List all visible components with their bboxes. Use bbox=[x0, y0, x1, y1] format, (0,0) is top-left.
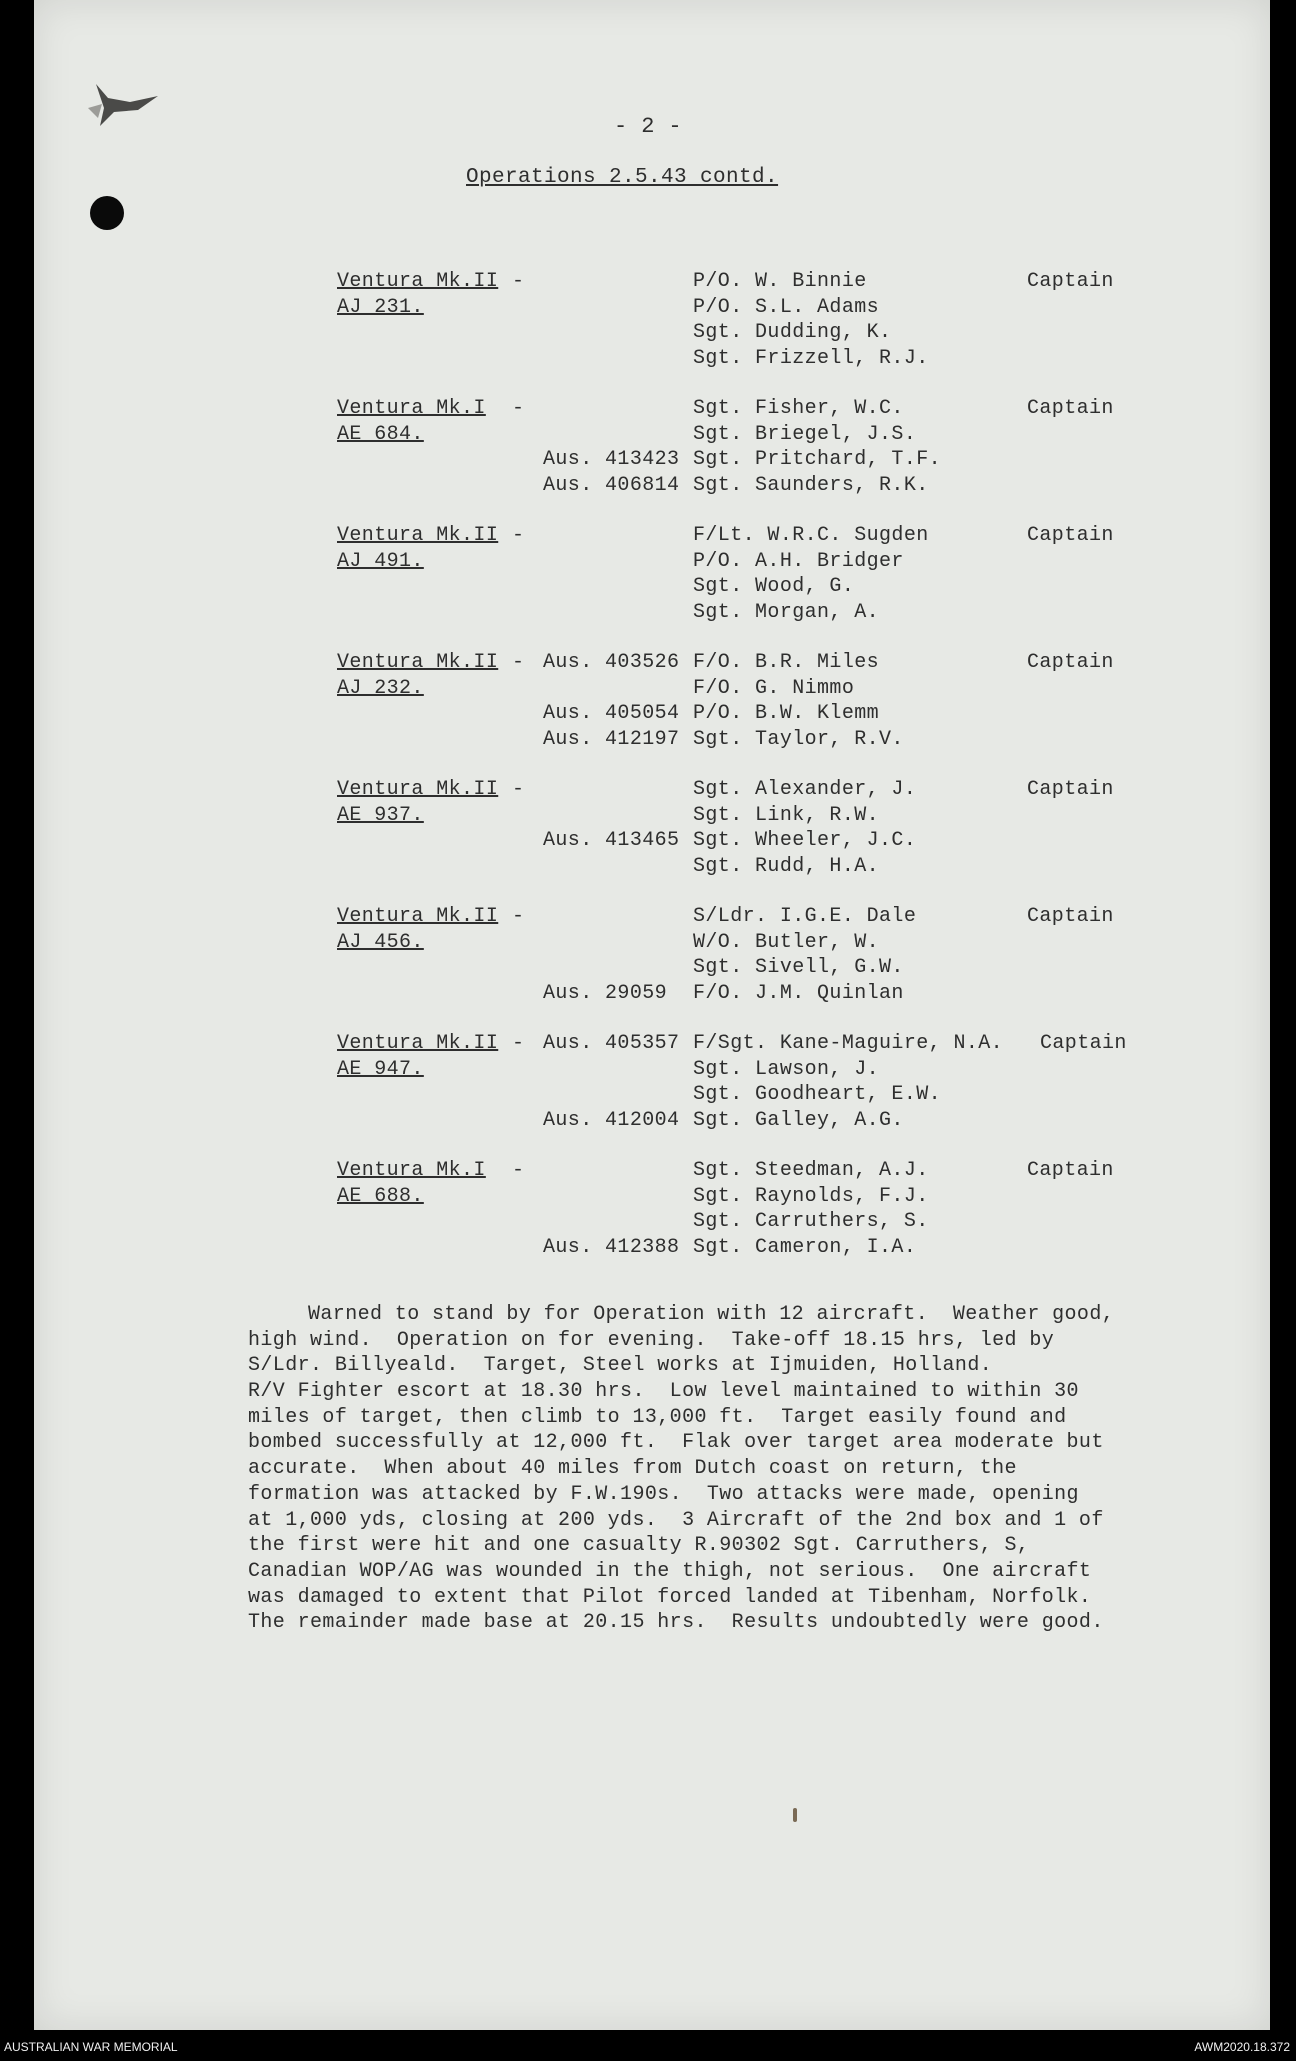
aircraft-serial: AE 947. bbox=[337, 1057, 424, 1081]
crew-name: Sgt. Sivell, G.W. bbox=[693, 956, 904, 979]
entry-dash: - bbox=[512, 1159, 525, 1182]
crew-name: Sgt. Morgan, A. bbox=[693, 600, 880, 624]
crew-name: Sgt. Steedman, A.J. bbox=[693, 1159, 929, 1182]
aircraft-type: Ventura Mk.II bbox=[337, 524, 499, 547]
aircraft-type: Ventura Mk.II bbox=[337, 270, 499, 293]
crew-name: Sgt. Raynolds, F.J. bbox=[693, 1184, 929, 1208]
crew-role: Captain bbox=[1040, 1032, 1127, 1055]
narrative-line: Warned to stand by for Operation with 12 aircraft. Weather good, bbox=[308, 1303, 1115, 1326]
crew-role: Captain bbox=[1027, 270, 1114, 293]
aircraft-type: Ventura Mk.I bbox=[337, 397, 486, 420]
crew-name: Sgt. Link, R.W. bbox=[693, 803, 880, 827]
crew-name: F/O. J.M. Quinlan bbox=[693, 981, 904, 1005]
crew-line bbox=[0, 1210, 1296, 1236]
crew-line bbox=[0, 575, 1296, 601]
page-number: - 2 - bbox=[613, 114, 682, 139]
crew-name: Sgt. Briegel, J.S. bbox=[693, 422, 917, 446]
crew-name: F/Sgt. Kane-Maguire, N.A. bbox=[693, 1032, 1004, 1055]
narrative-line: R/V Fighter escort at 18.30 hrs. Low level maintained to within 30 bbox=[248, 1380, 1079, 1404]
crew-line bbox=[0, 448, 1296, 474]
crew-line bbox=[0, 1236, 1296, 1262]
crew-name: F/O. G. Nimmo bbox=[693, 676, 855, 700]
aircraft-serial: AJ 231. bbox=[337, 295, 424, 319]
crew-name: P/O. B.W. Klemm bbox=[693, 702, 880, 725]
aircraft-type: Ventura Mk.II bbox=[337, 905, 499, 928]
crew-name: S/Ldr. I.G.E. Dale bbox=[693, 905, 917, 928]
narrative-line: S/Ldr. Billyeald. Target, Steel works at Ijmuiden, Holland. bbox=[248, 1354, 993, 1378]
narrative-line: miles of target, then climb to 13,000 ft. Target easily found and bbox=[248, 1405, 1067, 1429]
service-number: Aus. 412388 bbox=[543, 1235, 680, 1259]
entry-dash: - bbox=[512, 524, 525, 547]
crew-name: Sgt. Dudding, K. bbox=[693, 321, 892, 344]
aircraft-type: Ventura Mk.II bbox=[337, 651, 499, 674]
aircraft-type: Ventura Mk.II bbox=[337, 1032, 499, 1055]
crew-role: Captain bbox=[1027, 778, 1114, 801]
narrative-line: Canadian WOP/AG was wounded in the thigh, not serious. One aircraft bbox=[248, 1559, 1092, 1583]
footer-reference: AWM2020.18.372 bbox=[1194, 2040, 1290, 2054]
crew-name: P/O. S.L. Adams bbox=[693, 295, 880, 319]
entry-dash: - bbox=[512, 905, 525, 928]
crew-line bbox=[0, 524, 1296, 550]
crew-line bbox=[0, 1159, 1296, 1185]
aircraft-serial: AJ 456. bbox=[337, 930, 424, 954]
crew-line bbox=[0, 1032, 1296, 1058]
crew-name: Sgt. Saunders, R.K. bbox=[693, 473, 929, 497]
entry-dash: - bbox=[512, 1032, 525, 1055]
crew-line bbox=[0, 550, 1296, 576]
service-number: Aus. 405054 bbox=[543, 702, 680, 725]
crew-line bbox=[0, 778, 1296, 804]
crew-line bbox=[0, 931, 1296, 957]
aircraft-serial: AE 688. bbox=[337, 1184, 424, 1208]
service-number: Aus. 405357 bbox=[543, 1032, 680, 1055]
crew-name: P/O. A.H. Bridger bbox=[693, 549, 904, 573]
crew-name: Sgt. Galley, A.G. bbox=[693, 1108, 904, 1132]
crew-line bbox=[0, 1109, 1296, 1135]
crew-line bbox=[0, 855, 1296, 881]
crew-name: Sgt. Cameron, I.A. bbox=[693, 1235, 917, 1259]
service-number: Aus. 403526 bbox=[543, 651, 680, 674]
crew-line bbox=[0, 474, 1296, 500]
crew-role: Captain bbox=[1027, 524, 1114, 547]
crew-line bbox=[0, 296, 1296, 322]
crew-name: Sgt. Goodheart, E.W. bbox=[693, 1083, 942, 1106]
punch-hole bbox=[90, 196, 124, 230]
narrative-line: accurate. When about 40 miles from Dutch coast on return, the bbox=[248, 1457, 1017, 1481]
narrative-line: formation was attacked by F.W.190s. Two attacks were made, opening bbox=[248, 1482, 1079, 1506]
crew-line bbox=[0, 601, 1296, 627]
narrative-line: bombed successfully at 12,000 ft. Flak over target area moderate but bbox=[248, 1431, 1104, 1455]
crew-line bbox=[0, 677, 1296, 703]
crew-name: F/O. B.R. Miles bbox=[693, 651, 880, 674]
narrative-line: the first were hit and one casualty R.90302 Sgt. Carruthers, S, bbox=[248, 1534, 1030, 1558]
service-number: Aus. 29059 bbox=[543, 981, 668, 1005]
narrative-line: high wind. Operation on for evening. Take-off 18.15 hrs, led by bbox=[248, 1328, 1055, 1352]
crew-name: Sgt. Lawson, J. bbox=[693, 1057, 880, 1081]
service-number: Aus. 412004 bbox=[543, 1108, 680, 1132]
crew-line bbox=[0, 905, 1296, 931]
crew-name: Sgt. Wheeler, J.C. bbox=[693, 829, 917, 852]
service-number: Aus. 413423 bbox=[543, 448, 680, 471]
crew-line bbox=[0, 423, 1296, 449]
crew-name: F/Lt. W.R.C. Sugden bbox=[693, 524, 929, 547]
crew-name: W/O. Butler, W. bbox=[693, 930, 880, 954]
crew-line bbox=[0, 321, 1296, 347]
crew-name: Sgt. Rudd, H.A. bbox=[693, 854, 880, 878]
operation-narrative bbox=[248, 1302, 1148, 1636]
crew-line bbox=[0, 1185, 1296, 1211]
service-number: Aus. 413465 bbox=[543, 829, 680, 852]
aircraft-serial: AE 684. bbox=[337, 422, 424, 446]
crew-role: Captain bbox=[1027, 1159, 1114, 1182]
aircraft-serial: AJ 491. bbox=[337, 549, 424, 573]
crew-line bbox=[0, 270, 1296, 296]
crew-line bbox=[0, 956, 1296, 982]
crew-line bbox=[0, 829, 1296, 855]
crew-line bbox=[0, 651, 1296, 677]
crew-line bbox=[0, 397, 1296, 423]
crew-name: Sgt. Carruthers, S. bbox=[693, 1210, 929, 1233]
crew-line bbox=[0, 982, 1296, 1008]
aircraft-serial: AE 937. bbox=[337, 803, 424, 827]
entry-dash: - bbox=[512, 397, 525, 420]
crew-name: Sgt. Alexander, J. bbox=[693, 778, 917, 801]
aircraft-serial: AJ 232. bbox=[337, 676, 424, 700]
crew-role: Captain bbox=[1027, 905, 1114, 928]
narrative-line: at 1,000 yds, closing at 200 yds. 3 Aircraft of the 2nd box and 1 of bbox=[248, 1508, 1104, 1532]
crew-line bbox=[0, 1058, 1296, 1084]
crew-name: Sgt. Frizzell, R.J. bbox=[693, 346, 929, 370]
entry-dash: - bbox=[512, 651, 525, 674]
crew-name: Sgt. Fisher, W.C. bbox=[693, 397, 904, 420]
narrative-line: was damaged to extent that Pilot forced landed at Tibenham, Norfolk. bbox=[248, 1585, 1092, 1609]
crew-name: Sgt. Wood, G. bbox=[693, 575, 855, 598]
crew-line bbox=[0, 347, 1296, 373]
entry-dash: - bbox=[512, 270, 525, 293]
crew-role: Captain bbox=[1027, 397, 1114, 420]
crew-line bbox=[0, 702, 1296, 728]
paper-fleck bbox=[793, 1808, 797, 1822]
crew-role: Captain bbox=[1027, 651, 1114, 674]
crew-name: Sgt. Taylor, R.V. bbox=[693, 727, 904, 751]
crew-line bbox=[0, 728, 1296, 754]
crew-name: P/O. W. Binnie bbox=[693, 270, 867, 293]
footer-credit: AUSTRALIAN WAR MEMORIAL bbox=[4, 2040, 178, 2054]
crew-line bbox=[0, 1083, 1296, 1109]
crew-name: Sgt. Pritchard, T.F. bbox=[693, 448, 942, 471]
page-heading: Operations 2.5.43 contd. bbox=[466, 166, 779, 189]
service-number: Aus. 412197 bbox=[543, 727, 680, 751]
entry-dash: - bbox=[512, 778, 525, 801]
narrative-line: The remainder made base at 20.15 hrs. Results undoubtedly were good. bbox=[248, 1611, 1104, 1635]
service-number: Aus. 406814 bbox=[543, 473, 680, 497]
crew-line bbox=[0, 804, 1296, 830]
aircraft-type: Ventura Mk.II bbox=[337, 778, 499, 801]
aircraft-type: Ventura Mk.I bbox=[337, 1159, 486, 1182]
